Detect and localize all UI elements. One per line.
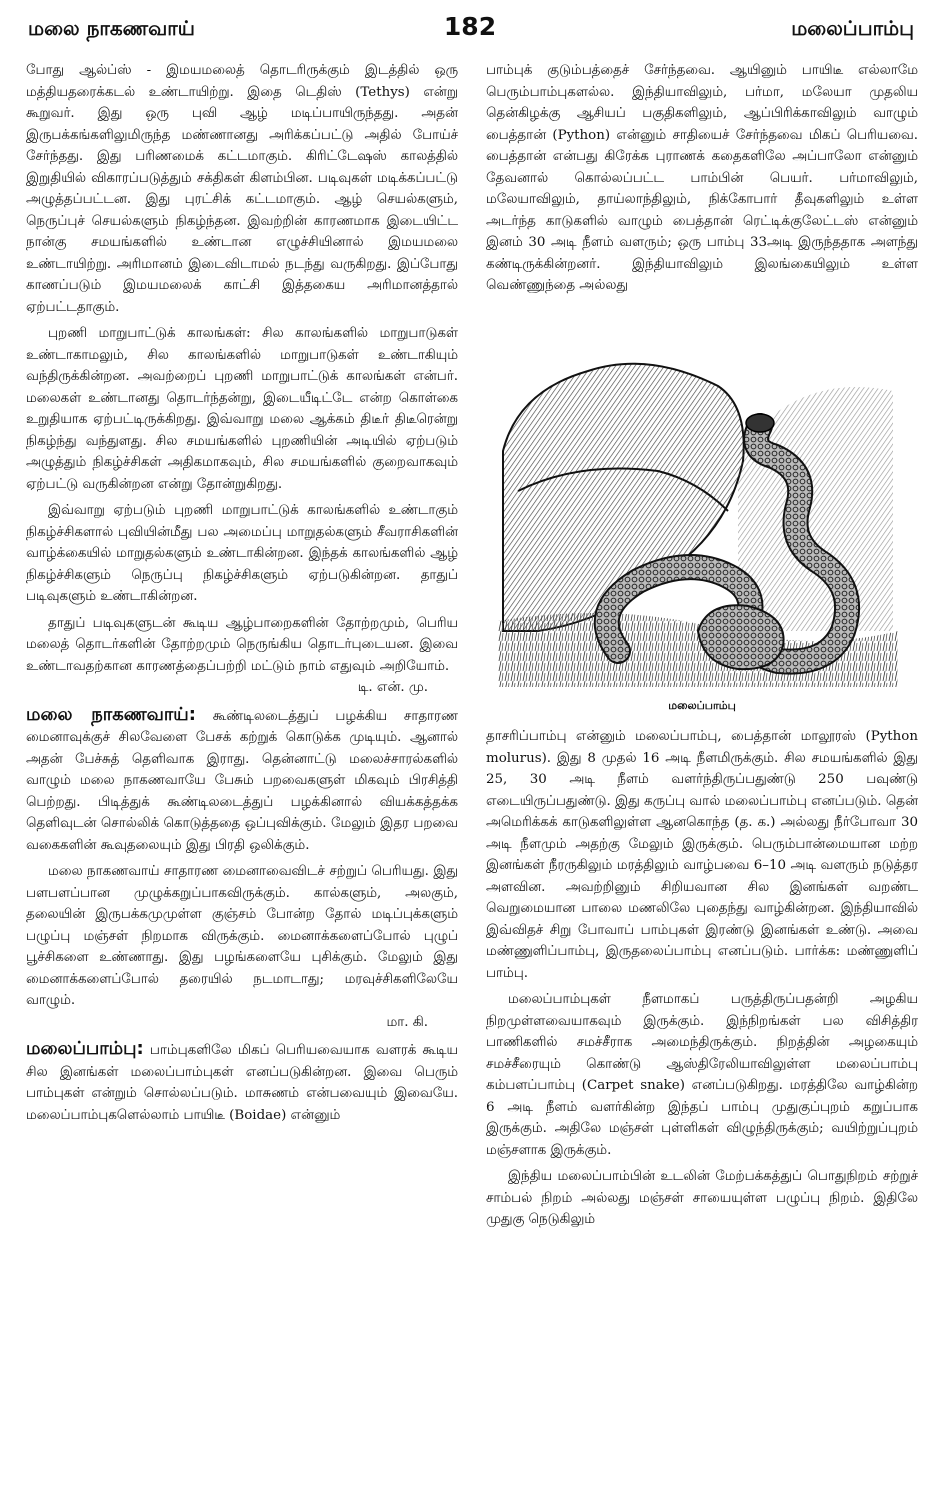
paragraph: மலைப்பாம்புகள் நீளமாகப் பருத்திருப்பதன்றி அழகிய நிறமுள்ளவையாகவும் இருக்கும். இந்நிறங்கள் பல விசித்திர பாணிகளில் சமச்சீராக அமைந்திருக்கும். நிறத்தின் அழகையும் சமச்சீரையும் கொண்டு ஆஸ்திரேலியாவிலுள்ள மலைப்பாம்பு கம்பளப்பாம்பு (Carpet snake) எனப்படுகிறது. மரத்திலே வாழ்கின்ற 6 அடி நீளம் வளர்கின்ற இந்தப் பாம்பு முதுகுப்புறம் கறுப்பாக இருக்கும். அதிலே மஞ்சள் புள்ளிகள் விழுந்திருக்கும்; வயிற்றுப்புறம் மஞ்சளாக இருக்கும். xyxy=(486,992,918,1158)
running-head-right: மலைப்பாம்பு xyxy=(791,16,914,40)
paragraph-text: தாதுப் படிவுகளுடன் கூடிய ஆழ்பாறைகளின் தோற்றமும், பெரிய மலைத் தொடர்களின் தோற்றமும் நெருங்கிய தொடர்புடையன. இவை உண்டாவதற்கான காரணத்தைப்பற்றி மட்டும் நாம் எதுவும் அறியோம். xyxy=(26,615,458,674)
paragraph: தாசரிப்பாம்பு என்னும் மலைப்பாம்பு, பைத்தான் மாலூரஸ் (Python molurus). இது 8 முதல் 16 அடி நீளமிருக்கும். சில சமயங்களில் இது 25, 30 அடி நீளம் வளர்ந்திருப்பதுண்டு 250 பவுண்டு எடையிருப்பதுண்டு. இது கருப்பு வால் மலைப்பாம்பு எனப்படும். தென் அமெரிக்கக் காடுகளிலுள்ள ஆனகொந்த (த. க.) அல்லது நீர்போவா 30 அடி நீளமும் அதற்கு மேலும் இருக்கும். பெரும்பான்மையான மற்ற இனங்கள் நீரருகிலும் மரத்திலும் வாழ்பவை 6–10 அடி வளரும் நடுத்தர அளவின. அவற்றினும் சிறியவான சில இனங்கள் வறண்ட வெறுமையான பாலை மணலிலே புதைந்து வாழ்கின்றன. இந்தியாவில் இவ்விதச் சிறு போவாப் பாம்புகள் இரண்டு இனங்கள் உண்டு. அவை மண்ணுளிப்பாம்பு, இருதலைப்பாம்பு எனப்படும். பார்க்க: மண்ணுளிப் பாம்பு. xyxy=(486,729,918,981)
right-column xyxy=(486,60,918,1480)
snake-head xyxy=(746,414,774,432)
python-drawing xyxy=(498,331,898,687)
python-illustration xyxy=(498,331,898,687)
paragraph: இந்திய மலைப்பாம்பின் உடலின் மேற்பக்கத்துப் பொதுநிறம் சற்றுச் சாம்பல் நிறம் அல்லது மஞ்சள் சாயையுள்ள பழுப்பு நிறம். இதிலே முதுகு நெடுகிலும் xyxy=(486,1169,918,1227)
running-head-left: மலை நாகணவாய் xyxy=(28,16,195,40)
left-column xyxy=(26,60,458,1480)
entry-text: கூண்டிலடைத்துப் பழக்கிய சாதாரண மைனாவுக்குச் சிலவேளை பேசக் கற்றுக் கொடுக்க முடியும். ஆனால் அதன் பேச்சுத் தெளிவாக இராது. தென்னாட்டு மலைச்சாரல்களில் வாழும் மலை நாகணவாயே பேசும் பறவைகளுள் மிகவும் பிரசித்தி பெற்றது. பிடித்துக் கூண்டிலடைத்துப் பழக்கினால் வியக்கத்தக்க தெளிவுடன் சொல்லிக் கொடுத்ததை ஒப்புவிக்கும். மேலும் இதர பறவை வகைகளின் கூவுதலையும் இது பிரதி ஒலிக்கும். xyxy=(26,708,458,853)
author-signature: மா. கி. xyxy=(386,1014,428,1030)
paragraph xyxy=(26,861,458,1033)
entry-paragraph xyxy=(26,704,458,857)
paragraph: புறணி மாறுபாட்டுக் காலங்கள்: சில காலங்களில் மாறுபாடுகள் உண்டாகாமலும், சில காலங்களில் மாறுபாடுகள் உண்டாகியும் வந்திருக்கின்றன. அவற்றைப் புறணி மாறுபாட்டுக் காலங்கள் என்பர். மலைகள் உண்டானது தொடர்ந்தன்று, இடையீடிட்டே என்ற கொள்கை உறுதியாக ஏற்பட்டிருக்கிறது. இவ்வாறு மலை ஆக்கம் திடீர் திடீரென்று நிகழ்ந்து வந்துளது. சில சமயங்களில் புறணியின் அடியில் ஏற்படும் அழுத்தும் நிகழ்ச்சிகள் அதிகமாகவும், சில சமயங்களில் குறைவாகவும் ஏற்பட்டு வருகின்றன என்று தோன்றுகிறது. xyxy=(26,326,458,492)
paragraph-text: மலை நாகணவாய் சாதாரண மைனாவைவிடச் சற்றுப் பெரியது. இது பளபளப்பான முழுக்கறுப்பாகவிருக்கும். கால்களும், அலகும், தலையின் இருபக்கமுமுள்ள குஞ்சம் போன்ற தோல் மடிப்புக்களும் பழுப்பு மஞ்சள் நிறமாக விருக்கும். மைனாக்களைப்போல் புழுப் பூச்சிகளை உண்ணாது. இது பழங்களையே புசிக்கும். மேலும் இது மைனாக்களைப்போல் தரையில் நடமாடாது; மரவுச்சிகளிலேயே வாழும். xyxy=(26,864,458,1008)
figure-caption: மலைப்பாம்பு xyxy=(668,698,736,712)
paragraph: பாம்புக் குடும்பத்தைச் சேர்ந்தவை. ஆயினும் பாயிடீ எல்லாமே பெரும்பாம்புகளல்ல. இந்தியாவிலும், பர்மா, மலேயா முதலிய தென்கிழக்கு ஆசியப் பகுதிகளிலும், ஆப்பிரிக்காவிலும் வாழும் பைத்தான் (Python) என்னும் சாதியைச் சேர்ந்தவை மிகப் பெரியவை. பைத்தான் என்பது கிரேக்க புராணக் கதைகளிலே அப்பாலோ என்னும் தேவனால் கொல்லப்பட்ட பாம்பின் பெயர். பர்மாவிலும், மலேயாவிலும், தாய்லாந்திலும், நிக்கோபார் தீவுகளிலும் உள்ள அடர்ந்த காடுகளில் வாழும் பைத்தான் ரெட்டிக்குலேட்டஸ் என்னும் இனம் 30 அடி நீளம் வளரும்; ஒரு பாம்பு 33அடி இருந்ததாக அளந்து கண்டிருக்கின்றனர். இந்தியாவிலும் இலங்கையிலும் உள்ள வெண்ணுந்தை அல்லது xyxy=(486,63,918,293)
paragraph xyxy=(26,613,458,699)
page-header xyxy=(22,4,918,52)
paragraph: இவ்வாறு ஏற்படும் புறணி மாறுபாட்டுக் காலங்களில் உண்டாகும் நிகழ்ச்சிகளால் புவியின்மீது பல அமைப்பு மாறுதல்களும் சீவராசிகளின் வாழ்க்கையில் மாறுதல்களும் உண்டாகின்றன. இந்தக் காலங்களில் ஆழ் நிகழ்ச்சிகளும் நெருப்பு நிகழ்ச்சிகளும் ஏற்படுகின்றன. தாதுப் படிவுகளும் உண்டாகின்றன. xyxy=(26,503,458,604)
entry-text: பாம்புகளிலே மிகப் பெரியவையாக வளரக் கூடிய சில இனங்கள் மலைப்பாம்புகள் எனப்படுகின்றன. இவை பெரும் பாம்புகள் என்றும் சொல்லப்படும். மாசுணம் என்பவையும் இவையே. மலைப்பாம்புகளெல்லாம் பாயிடீ (Boidae) என்னும் xyxy=(26,1043,458,1123)
entry-paragraph xyxy=(26,1038,458,1126)
page-number: 182 xyxy=(443,12,497,41)
author-signature: டி. என். மு. xyxy=(357,680,428,695)
entry-heading: மலைப்பாம்பு: xyxy=(26,1038,144,1059)
paragraph: போது ஆல்ப்ஸ் - இமயமலைத் தொடரிருக்கும் இடத்தில் ஒரு மத்தியதரைக்கடல் உண்டாயிற்று. இதை டெதிஸ் (Tethys) என்று கூறுவர். இது ஒரு புவி ஆழ் மடிப்பாயிருந்தது. அதன் இருபக்கங்களிலுமிருந்த மண்ணானது அரிக்கப்பட்டு அதில் போய்ச் சேர்ந்தது. இது பரிணமைக் கட்டமாகும். கிரிட்டேஷஸ் காலத்தில் இறுதியில் விகாரப்படுத்தும் சக்திகள் கிளம்பின. படிவுகள் மடிக்கப்பட்டு அழுத்தப்பட்டன. இது புரட்சிக் கட்டமாகும். ஆழ் செயல்களும், நெருப்புச் செயல்களும் நிகழ்ந்தன. இவற்றின் காரணமாக இடையிட்ட நான்கு சமயங்களில் உண்டான எழுச்சியினால் இமயமலை உண்டாயிற்று. அரிமானம் இடைவிடாமல் நடந்து வருகிறது. இப்போது காணப்படும் இமயமலைக் காட்சி இத்தகைய அரிமானத்தால் ஏற்பட்டதாகும். xyxy=(26,63,458,315)
entry-heading: மலை நாகணவாய்: xyxy=(26,703,196,725)
